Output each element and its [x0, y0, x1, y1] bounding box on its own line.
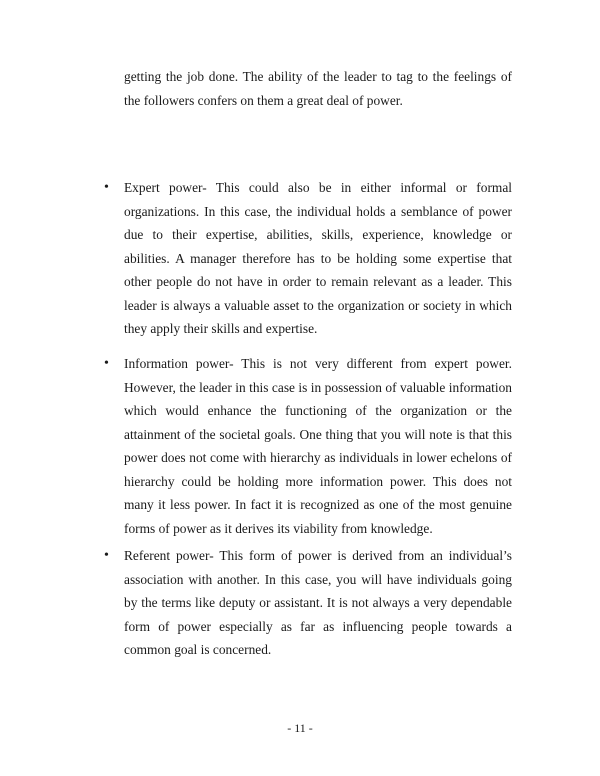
bullet-icon: •	[104, 356, 109, 371]
page-number: - 11 -	[287, 721, 313, 735]
bullet-text: Information power- This is not very different from expert power. However, the leader in this case is in possession of valuable information which would enhance the functioning of the organization or the attainment of the societal goals. One thing that you will note is that this power does not come with hierarchy as individuals in lower echelons of hierarchy could be holding more information power. This does not many it less power. In fact it is recognized as one of the most genuine forms of power as it derives its viability from knowledge.	[124, 356, 512, 536]
bullet-icon: •	[104, 548, 109, 563]
intro-paragraph: getting the job done. The ability of the leader to tag to the feelings of the followers confers on them a great deal of power.	[124, 69, 512, 108]
bullet-text: Referent power- This form of power is derived from an individual’s association with another. In this case, you will have individuals going by the terms like deputy or assistant. It is not always a very dependable form of power especially as far as influencing people towards a common goal is concerned.	[124, 548, 512, 657]
bullet-text: Expert power- This could also be in either informal or formal organizations. In this case, the individual holds a semblance of power due to their expertise, abilities, skills, experience, knowledge or abilities. A manager therefore has to be holding some expertise that other people do not have in order to remain relevant as a leader. This leader is always a valuable asset to the organization or society in which they apply their skills and expertise.	[124, 180, 512, 336]
bullet-icon: •	[104, 180, 109, 195]
